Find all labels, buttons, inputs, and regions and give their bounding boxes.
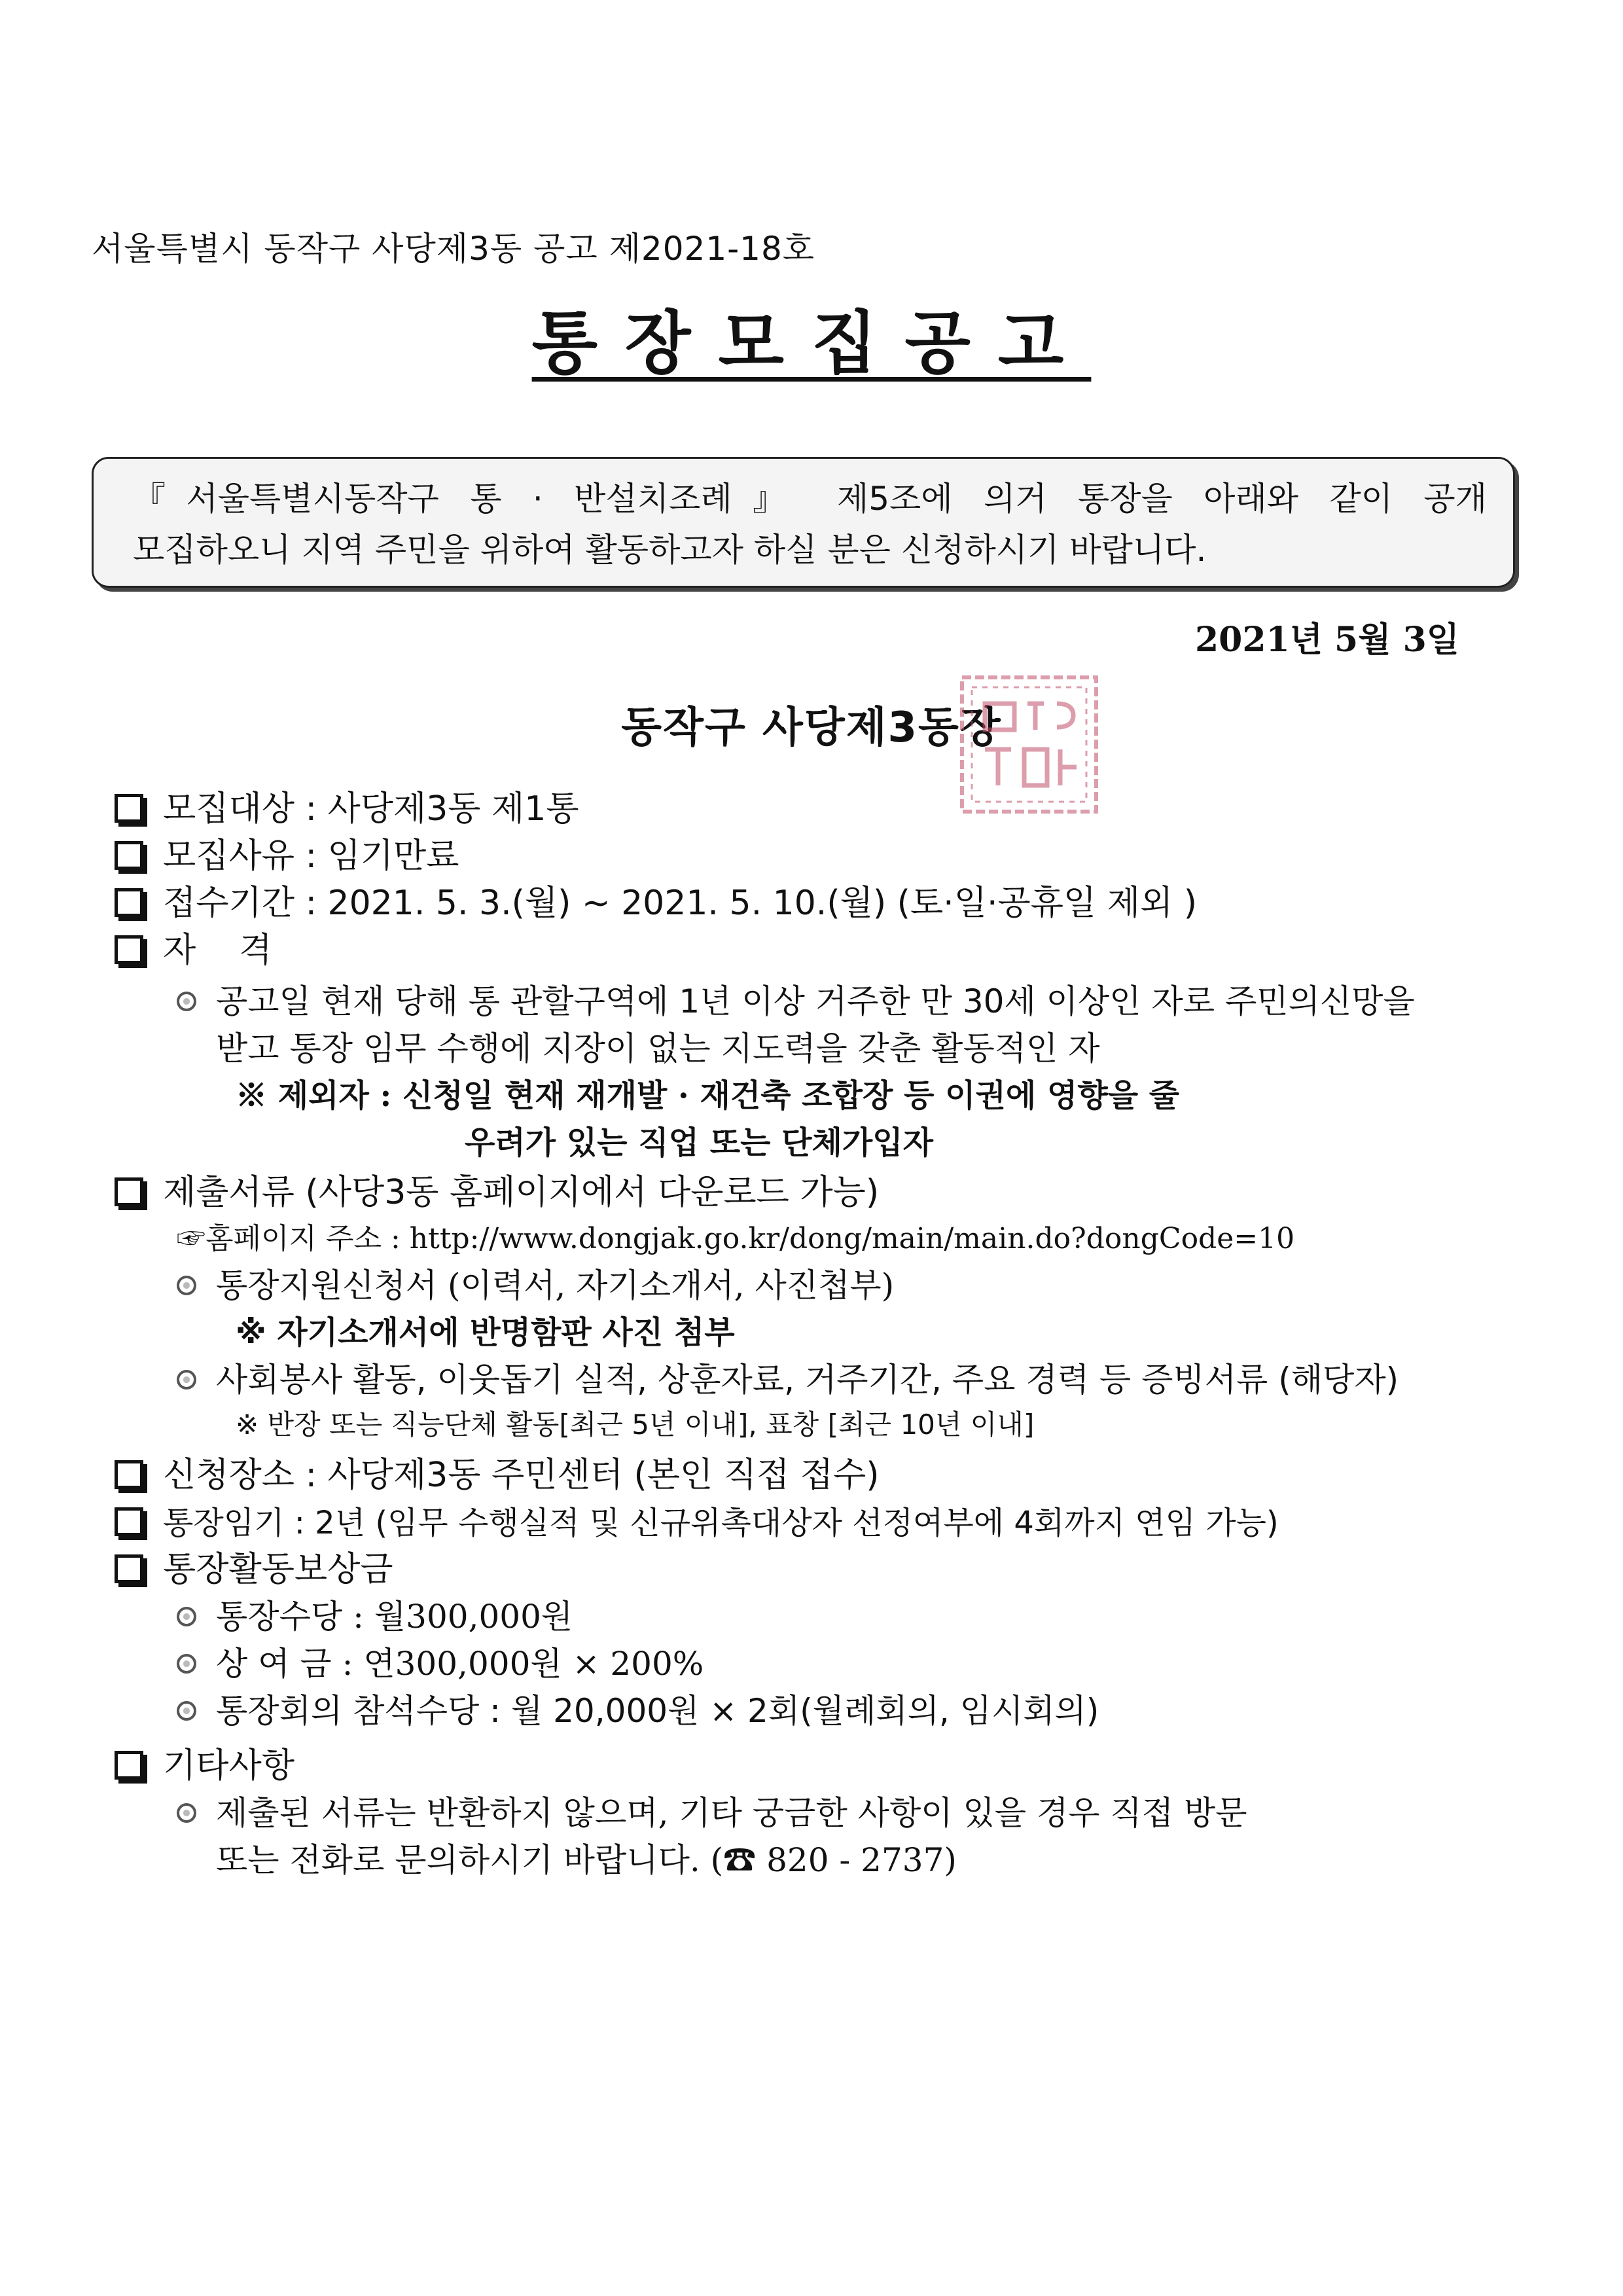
qualification-item-cont: 받고 통장 임무 수행에 지장이 없는 지도력을 갖춘 활동적인 자 xyxy=(216,1030,1100,1067)
exclusion-note-cont: 우려가 있는 직업 또는 단체가입자 xyxy=(465,1124,933,1161)
homepage-url: ☞홈페이지 주소 : http://www.dongjak.go.kr/dong/main/main.do?dongCode=10 xyxy=(177,1222,1295,1255)
intro-line-2: 모집하오니 지역 주민을 위하여 활동하고자 하실 분은 신청하시기 바랍니다. xyxy=(133,531,1207,569)
checkbox-square-icon xyxy=(115,794,143,823)
doc-item-evidence: 사회봉사 활동, 이웃돕기 실적, 상훈자료, 거주기간, 주요 경력 등 증빙서류 (해당자) xyxy=(115,1356,1515,1403)
checkbox-square-icon xyxy=(115,841,143,870)
section-target: 모집대상 : 사당제3동 제1통 xyxy=(115,785,1515,833)
title-text: 통장모집공고 xyxy=(531,303,1092,383)
comp-item-meeting: 통장회의 참석수당 : 월 20,000원 × 2회(월례회의, 임시회의) xyxy=(115,1687,1515,1734)
etc-item-cont: 또는 전화로 문의하시기 바랍니다. (☎ 820 - 2737) xyxy=(216,1841,957,1879)
checkbox-square-icon xyxy=(115,1507,143,1536)
section-term: 통장임기 : 2년 (임무 수행실적 및 신규위촉대상자 선정여부에 4회까지 연임 가능) xyxy=(115,1499,1515,1546)
notice-date: 2021년 5월 3일 xyxy=(1195,620,1459,660)
checkbox-square-icon xyxy=(115,1177,143,1206)
notice-content xyxy=(115,785,1515,1884)
section-compensation: 통장활동보상금 xyxy=(115,1546,1515,1593)
section-etc: 기타사항 xyxy=(115,1742,1515,1789)
doc-note-activity: ※ 반장 또는 직능단체 활동[최근 5년 이내], 표창 [최근 10년 이내] xyxy=(236,1408,1035,1441)
section-period: 접수기간 : 2021. 5. 3.(월) ~ 2021. 5. 10.(월) (토·일·공휴일 제외 ) xyxy=(115,880,1515,927)
doc-item-application: 통장지원신청서 (이력서, 자기소개서, 사진첩부) xyxy=(115,1262,1515,1309)
bullet-circle-icon xyxy=(177,1370,196,1390)
issuer: 동작구 사당제3동장 xyxy=(621,704,1002,752)
doc-note-photo: ※ 자기소개서에 반명함판 사진 첨부 xyxy=(236,1314,735,1351)
bullet-circle-icon xyxy=(177,1701,196,1721)
bullet-circle-icon xyxy=(177,1803,196,1823)
intro-line-1: 『서울특별시동작구 통 · 반설치조례』 제5조에 의거 통장을 아래와 같이 공개 xyxy=(133,480,1487,518)
exclusion-note: ※ 제외자 : 신청일 현재 재개발 · 재건축 조합장 등 이권에 영향을 줄 xyxy=(236,1077,1180,1114)
notice-number: 서울특별시 동작구 사당제3동 공고 제2021-18호 xyxy=(92,230,815,268)
section-place: 신청장소 : 사당제3동 주민센터 (본인 직접 접수) xyxy=(115,1452,1515,1499)
bullet-circle-icon xyxy=(177,1276,196,1295)
comp-item-allowance: 통장수당 : 월300,000원 xyxy=(115,1593,1515,1640)
checkbox-square-icon xyxy=(115,1554,143,1583)
checkbox-square-icon xyxy=(115,888,143,917)
etc-item: 제출된 서류는 반환하지 않으며, 기타 궁금한 사항이 있을 경우 직접 방문 xyxy=(115,1789,1515,1837)
bullet-circle-icon xyxy=(177,992,196,1011)
intro-box xyxy=(92,457,1515,588)
comp-item-bonus: 상 여 금 : 연300,000원 × 200% xyxy=(115,1640,1515,1687)
bullet-circle-icon xyxy=(177,1607,196,1626)
section-reason: 모집사유 : 임기만료 xyxy=(115,833,1515,880)
checkbox-square-icon xyxy=(115,935,143,964)
section-qualification: 자 격 xyxy=(115,927,1515,974)
section-documents: 제출서류 (사당3동 홈페이지에서 다운로드 가능) xyxy=(115,1169,1515,1216)
page-title xyxy=(0,288,1623,386)
checkbox-square-icon xyxy=(115,1751,143,1780)
qualification-item: 공고일 현재 당해 통 관할구역에 1년 이상 거주한 만 30세 이상인 자로 주민의신망을 xyxy=(115,978,1515,1025)
bullet-circle-icon xyxy=(177,1654,196,1674)
checkbox-square-icon xyxy=(115,1460,143,1489)
